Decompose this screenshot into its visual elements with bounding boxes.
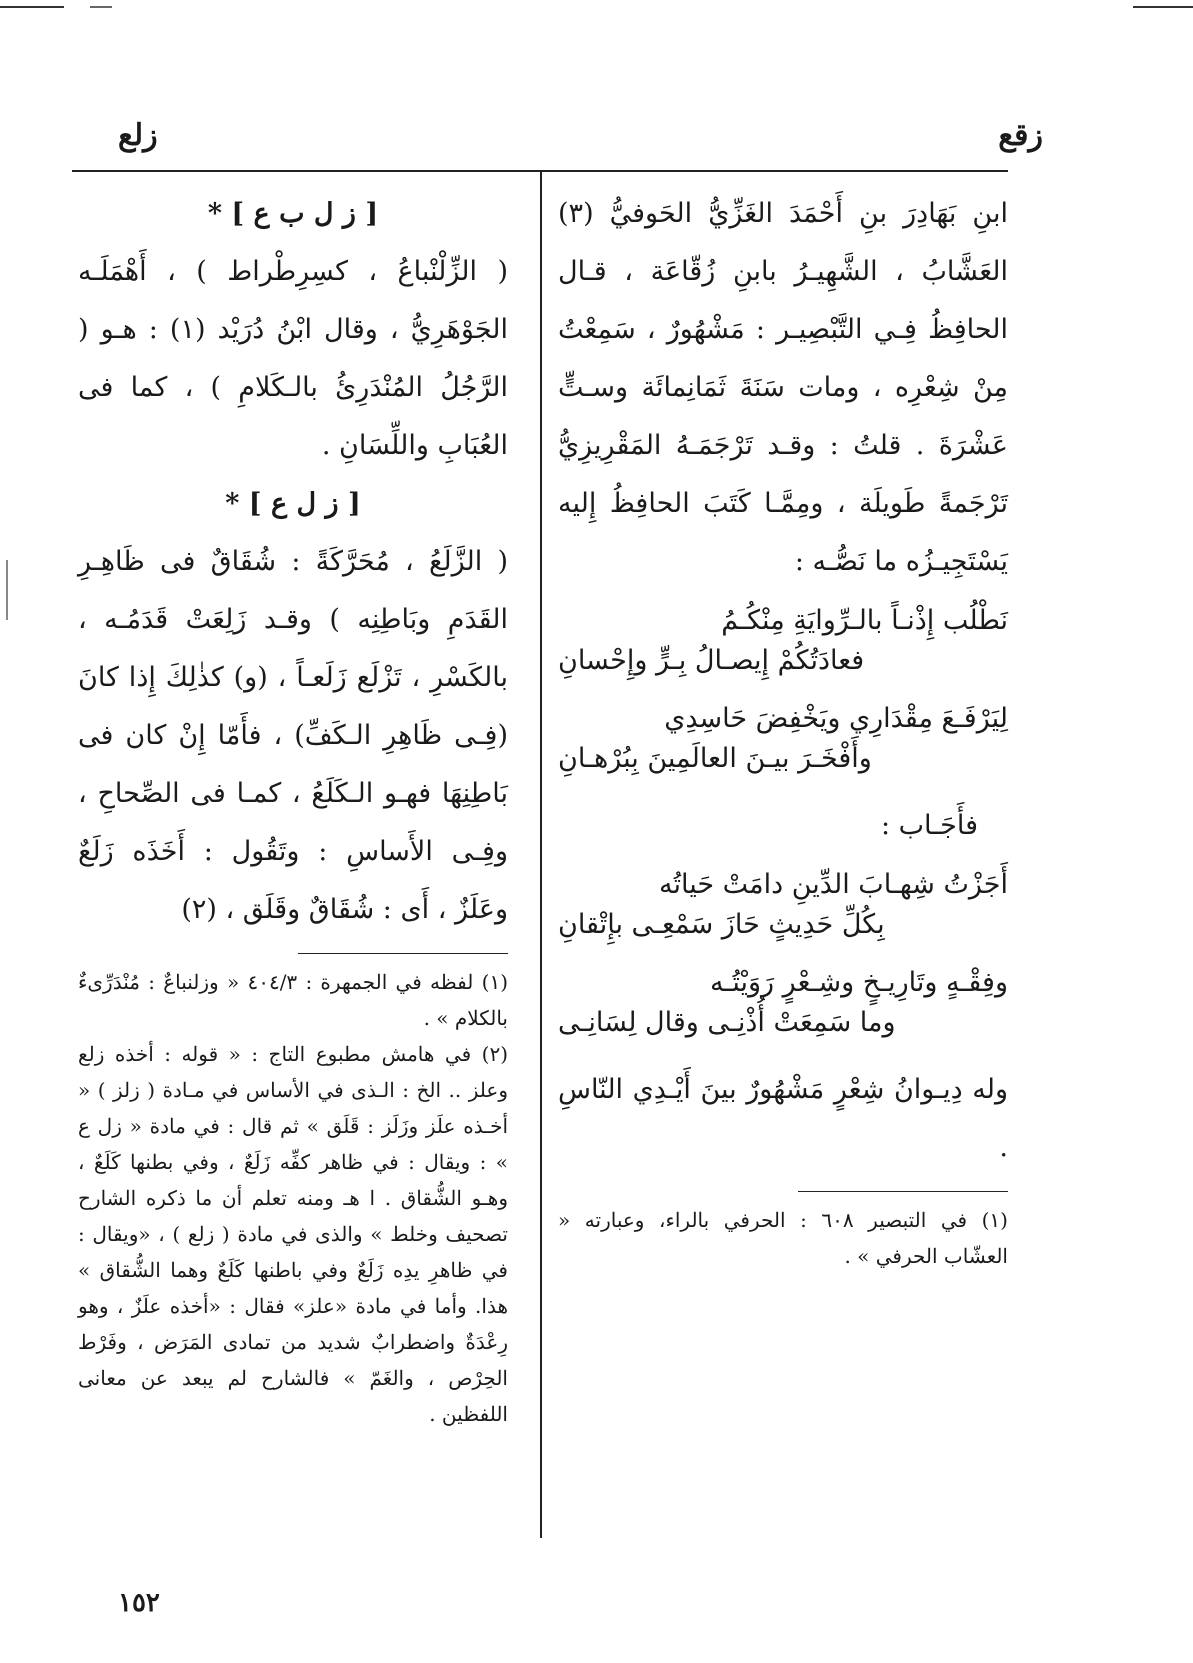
verse-line xyxy=(558,699,1008,779)
footnote-rule xyxy=(798,1191,1008,1192)
hemistich-1: نَطْلُب إِذْنـاً بالـرِّوايَةِ مِنْكُـمُ xyxy=(721,605,1008,636)
page-number: ١٥٢ xyxy=(118,1588,160,1618)
scan-edge-rule-left-2 xyxy=(90,6,112,8)
left-column xyxy=(78,185,508,1432)
poem-1 xyxy=(558,601,1008,779)
footnote: (١) لفظه في الجمهرة : ٤٠٤/٣ « وزلنباعٌ : مُنْدَرِّىءٌ بالكلام » . xyxy=(78,970,508,1030)
hemistich-1: أَجَزْتُ شِهـابَ الدِّينِ دامَتْ حَياتُه xyxy=(659,869,1008,900)
footnote-rule xyxy=(298,953,508,954)
poem-2 xyxy=(558,865,1008,1043)
closing-text: وله دِيـوانُ شِعْرٍ مَشْهُورٌ بينَ أَيْـدِي النّاسِ . xyxy=(558,1074,1008,1163)
hemistich-1: لِيَرْفَـعَ مِقْدَارِي ويَخْفِضَ حَاسِدِي xyxy=(664,703,1008,734)
entry-body: ( الزِّلْنْباعُ ، كسِرِطْراط ) ، أَهْمَلَـه الجَوْهَرِيُّ ، وقال ابْنُ دُرَيْد (١) : هـو ( الرَّجُلُ المُنْدَرِئُ بالـكَلامِ ) ، كما فى العُبَابِ واللِّسَانِ . xyxy=(78,256,508,461)
entry-body: ( الزَّلَعُ ، مُحَرَّكَةً : شُقَاقٌ فى ظَاهِـرِ القَدَمِ وبَاطِنِه ) وقـد زَلِعَتْ قَدَمُـه ، بالكَسْرِ ، تَزْلَع زَلَعـاً ، (و) كذٰلِكَ إِذا كانَ (فِـى ظَاهِرِ الـكَفِّ) ، فأَمّا إِنْ كان فى بَاطِنِهَا فهـو الـكَلَعُ ، كمـا فى الصِّحاحِ ، وفِـى الأَساسِ : وتَقُول : أَخَذَه زَلَعٌ وعَلَزٌ ، أَى : شُقَاقٌ وقَلَق ، (٢) xyxy=(78,546,508,925)
footnote: (٢) في هامش مطبوع التاج : « قوله : أخذه زلع وعلز .. الخ : الـذى في الأساس في مـادة ( زلز ) « أخـذه علَز وزَلَز : قَلَق » ثم قال : في مادة « زل ع » : ويقال : في ظاهر كفِّه زَلَعٌ ، وفي بطنها كَلَعٌ ، وهـو الشُّقاق . ا هـ ومنه تعلم أن ما ذكره الشارح تصحيف وخلط » والذى في مادة ( زلع ) ، «ويقال : في ظاهرِ يدِه زَلَعٌ وفي باطنها كَلَعٌ وهما الشُّقاق » هذا. وأما في مادة «علز» فقال : «أخذه علَزٌ ، وهو رِعْدَةٌ واضطرابٌ شديد من تمادى المَرَض ، وفَرْط الحِرْص ، والغَمّ » فالشارح لم يبعد عن معانى اللفظين . xyxy=(78,1042,508,1426)
hemistich-2: وما سَمِعَتْ أُذْنِـى وقال لِسَانِـى xyxy=(558,1007,896,1038)
running-head-left: زلع xyxy=(118,118,158,153)
column-divider xyxy=(540,170,542,1538)
hemistich-2: بِكُلِّ حَدِيثٍ حَازَ سَمْعِـى بإِتْقانِ xyxy=(558,909,885,940)
scan-edge-rule-right xyxy=(1133,6,1193,8)
hemistich-2: وأَفْخَـرَ بيـنَ العالَمِينَ بِبُرْهـانِ xyxy=(558,743,872,774)
footnote: (١) في التبصير ٦٠٨ : الحرفي بالراء، وعبارته « العشّاب الحرفي » . xyxy=(558,1208,1008,1268)
hemistich-2: فعادَتُكُمْ إِيصـالُ بِـرٍّ وإِحْسانِ xyxy=(558,645,865,676)
running-head-right: زقع xyxy=(998,118,1043,153)
verse-line xyxy=(558,601,1008,681)
reply-intro: فأَجَـاب : xyxy=(880,810,978,841)
scan-mark xyxy=(6,560,8,620)
scan-edge-rule-left xyxy=(0,6,64,8)
verse-line xyxy=(558,963,1008,1043)
right-column xyxy=(558,185,1008,1274)
entry-heading: [ ز ل ب ع ] * xyxy=(207,198,379,229)
hemistich-1: وفِقْـهٍ وتَارِيـخٍ وشِـعْرٍ رَوَيْتُـه xyxy=(709,967,1008,998)
verse-line xyxy=(558,865,1008,945)
entry-heading: [ ز ل ع ] * xyxy=(225,488,361,519)
entry-body: ابنِ بَهَادِرَ بنِ أَحْمَدَ الغَزِّيُّ الحَوفيُّ (٣) العَشَّابُ ، الشَّهِيـرُ بابنِ زُقّاعَة ، قـال الحافِظُ فِـي التَّبْصِيـر : مَشْهُورٌ ، سَمِعْتُ مِنْ شِعْرِه ، ومات سَنَةَ ثَمَانِمائَة وسـتٍّ عَشْرَةَ . قلتُ : وقـد تَرْجَمَـهُ المَقْرِيزِيُّ تَرْجَمةً طَويلَة ، ومِمَّـا كَتَبَ الحافِظُ إِليه يَسْتَجِيـزُه ما نَصُّـه : xyxy=(558,198,1008,577)
